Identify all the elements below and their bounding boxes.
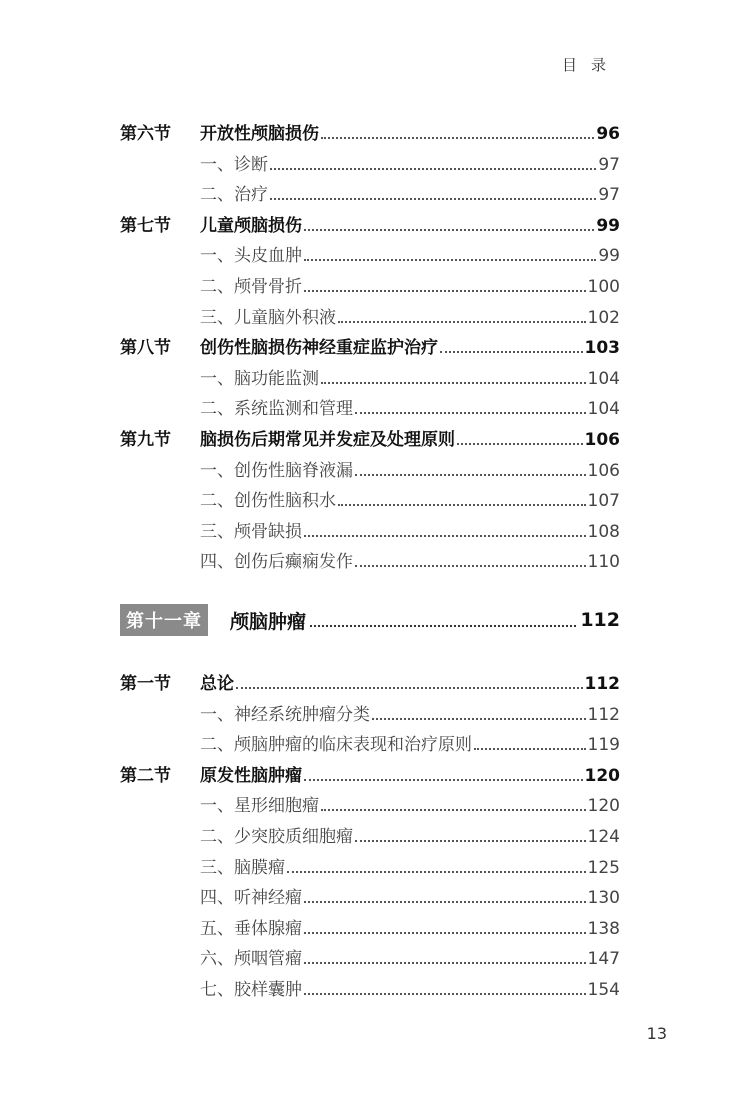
dot-leader	[338, 504, 586, 506]
toc-subentry[interactable]	[120, 268, 620, 298]
section-number: 第一节	[120, 674, 171, 694]
toc-subentry[interactable]	[120, 787, 620, 817]
entry-title: 一、诊断	[200, 155, 268, 175]
entry-title: 儿童颅脑损伤	[200, 216, 302, 236]
dot-leader	[304, 779, 583, 781]
dot-leader	[372, 718, 586, 720]
running-header: 目录	[561, 56, 620, 74]
toc-subentry[interactable]	[120, 482, 620, 512]
toc-subentry[interactable]	[120, 879, 620, 909]
entry-page-number: 96	[596, 124, 620, 144]
entry-page-number: 99	[596, 216, 620, 236]
entry-page-number: 138	[587, 919, 620, 939]
toc-section-entry[interactable]	[120, 665, 620, 695]
dot-leader	[304, 259, 596, 261]
dot-leader	[440, 351, 583, 353]
entry-page-number: 119	[587, 735, 620, 755]
entry-page-number: 147	[587, 949, 620, 969]
entry-title: 脑损伤后期常见并发症及处理原则	[200, 430, 455, 450]
entry-page-number: 104	[587, 369, 620, 389]
toc-subentry[interactable]	[120, 910, 620, 940]
toc-subentry[interactable]	[120, 971, 620, 1001]
dot-leader	[304, 901, 586, 903]
dot-leader	[304, 993, 586, 995]
dot-leader	[304, 229, 594, 231]
entry-page-number: 106	[587, 461, 620, 481]
entry-title: 七、胶样囊肿	[200, 980, 302, 1000]
dot-leader	[355, 565, 586, 567]
entry-title: 一、头皮血肿	[200, 246, 302, 266]
entry-page-number: 97	[598, 155, 620, 175]
entry-title: 二、系统监测和管理	[200, 399, 353, 419]
chapter-page-number: 112	[580, 609, 620, 631]
dot-leader	[474, 748, 586, 750]
entry-page-number: 102	[587, 308, 620, 328]
dot-leader	[270, 198, 596, 200]
entry-title: 原发性脑肿瘤	[200, 766, 302, 786]
section-number: 第六节	[120, 124, 171, 144]
entry-title: 四、创伤后癫痫发作	[200, 552, 353, 572]
entry-page-number: 112	[587, 705, 620, 725]
entry-page-number: 97	[598, 185, 620, 205]
toc-section-entry[interactable]	[120, 329, 620, 359]
entry-title: 四、听神经瘤	[200, 888, 302, 908]
dot-leader	[355, 474, 586, 476]
entry-page-number: 107	[587, 491, 620, 511]
entry-title: 三、脑膜瘤	[200, 858, 285, 878]
entry-page-number: 106	[584, 430, 620, 450]
dot-leader	[310, 625, 576, 627]
section-number: 第七节	[120, 216, 171, 236]
entry-title: 一、神经系统肿瘤分类	[200, 705, 370, 725]
entry-title: 总论	[200, 674, 234, 694]
section-number: 第八节	[120, 338, 171, 358]
dot-leader	[304, 535, 586, 537]
entry-title: 二、颅脑肿瘤的临床表现和治疗原则	[200, 735, 472, 755]
toc-subentry[interactable]	[120, 543, 620, 573]
entry-page-number: 154	[587, 980, 620, 1000]
entry-page-number: 103	[584, 338, 620, 358]
page-number: 13	[646, 1024, 667, 1043]
toc-subentry[interactable]	[120, 513, 620, 543]
toc-subentry[interactable]	[120, 299, 620, 329]
section-number: 第九节	[120, 430, 171, 450]
entry-title: 一、脑功能监测	[200, 369, 319, 389]
entry-title: 创伤性脑损伤神经重症监护治疗	[200, 338, 438, 358]
dot-leader	[338, 321, 586, 323]
entry-title: 二、治疗	[200, 185, 268, 205]
entry-title: 二、创伤性脑积水	[200, 491, 336, 511]
entry-page-number: 125	[587, 858, 620, 878]
toc-section-entry[interactable]	[120, 115, 620, 145]
dot-leader	[304, 290, 586, 292]
toc-subentry[interactable]	[120, 940, 620, 970]
dot-leader	[321, 809, 586, 811]
entry-page-number: 120	[587, 796, 620, 816]
toc-subentry[interactable]	[120, 146, 620, 176]
dot-leader	[321, 137, 594, 139]
entry-page-number: 104	[587, 399, 620, 419]
entry-page-number: 112	[584, 674, 620, 694]
toc-subentry[interactable]	[120, 726, 620, 756]
entry-title: 一、创伤性脑脊液漏	[200, 461, 353, 481]
dot-leader	[304, 932, 586, 934]
entry-page-number: 100	[587, 277, 620, 297]
entry-title: 开放性颅脑损伤	[200, 124, 319, 144]
dot-leader	[355, 840, 586, 842]
entry-page-number: 110	[587, 552, 620, 572]
entry-page-number: 99	[598, 246, 620, 266]
dot-leader	[270, 168, 596, 170]
entry-title: 三、颅骨缺损	[200, 522, 302, 542]
toc-subentry[interactable]	[120, 452, 620, 482]
chapter-heading[interactable]	[120, 604, 620, 636]
dot-leader	[355, 412, 586, 414]
toc-section-entry[interactable]	[120, 207, 620, 237]
toc-subentry[interactable]	[120, 849, 620, 879]
entry-title: 二、少突胶质细胞瘤	[200, 827, 353, 847]
entry-page-number: 120	[584, 766, 620, 786]
dot-leader	[287, 871, 586, 873]
entry-title: 二、颅骨骨折	[200, 277, 302, 297]
entry-page-number: 108	[587, 522, 620, 542]
entry-page-number: 130	[587, 888, 620, 908]
toc-subentry[interactable]	[120, 818, 620, 848]
dot-leader	[457, 443, 583, 445]
toc-subentry[interactable]	[120, 237, 620, 267]
toc-section-entry[interactable]	[120, 757, 620, 787]
dot-leader	[236, 687, 583, 689]
toc-subentry[interactable]	[120, 696, 620, 726]
toc-subentry[interactable]	[120, 390, 620, 420]
dot-leader	[321, 382, 586, 384]
entry-title: 三、儿童脑外积液	[200, 308, 336, 328]
entry-page-number: 124	[587, 827, 620, 847]
entry-title: 五、垂体腺瘤	[200, 919, 302, 939]
toc-section-entry[interactable]	[120, 421, 620, 451]
toc-subentry[interactable]	[120, 360, 620, 390]
entry-title: 六、颅咽管瘤	[200, 949, 302, 969]
toc-subentry[interactable]	[120, 176, 620, 206]
chapter-title: 颅脑肿瘤	[230, 610, 307, 633]
dot-leader	[304, 962, 586, 964]
chapter-badge: 第十一章	[120, 604, 208, 636]
entry-title: 一、星形细胞瘤	[200, 796, 319, 816]
section-number: 第二节	[120, 766, 171, 786]
